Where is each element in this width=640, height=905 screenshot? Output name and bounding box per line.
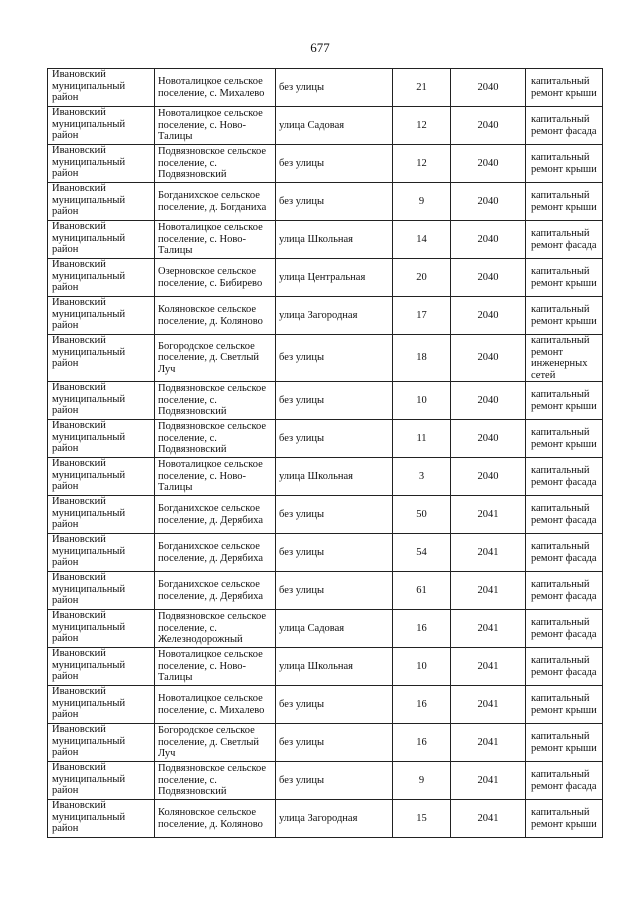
district-cell: Ивановский муниципальный район <box>48 107 155 145</box>
work-type-cell: капитальный ремонт фасада <box>526 534 603 572</box>
work-type-cell: капитальный ремонт фасада <box>526 762 603 800</box>
table-row <box>48 534 603 572</box>
year-cell: 2040 <box>451 420 526 458</box>
house-number-cell: 15 <box>393 800 451 838</box>
street-cell: улица Садовая <box>276 107 393 145</box>
year-cell: 2040 <box>451 145 526 183</box>
street-cell: улица Загородная <box>276 800 393 838</box>
settlement-cell: Новоталицкое сельское поселение, с. Ново-Талицы <box>155 648 276 686</box>
work-type-cell: капитальный ремонт фасада <box>526 610 603 648</box>
page-number: 677 <box>310 40 330 55</box>
street-cell: улица Центральная <box>276 259 393 297</box>
table-row <box>48 221 603 259</box>
work-type-cell: капитальный ремонт инженерных сетей <box>526 335 603 382</box>
table-row <box>48 648 603 686</box>
district-cell: Ивановский муниципальный район <box>48 458 155 496</box>
settlement-cell: Богородское сельское поселение, д. Светлый Луч <box>155 335 276 382</box>
settlement-cell: Новоталицкое сельское поселение, с. Михалево <box>155 686 276 724</box>
table-row <box>48 297 603 335</box>
street-cell: без улицы <box>276 382 393 420</box>
work-type-cell: капитальный ремонт фасада <box>526 221 603 259</box>
house-number-cell: 21 <box>393 69 451 107</box>
settlement-cell: Новоталицкое сельское поселение, с. Михалево <box>155 69 276 107</box>
year-cell: 2040 <box>451 107 526 145</box>
table-row <box>48 107 603 145</box>
district-cell: Ивановский муниципальный район <box>48 610 155 648</box>
district-cell: Ивановский муниципальный район <box>48 335 155 382</box>
year-cell: 2041 <box>451 496 526 534</box>
work-type-cell: капитальный ремонт крыши <box>526 69 603 107</box>
district-cell: Ивановский муниципальный район <box>48 800 155 838</box>
street-cell: без улицы <box>276 335 393 382</box>
settlement-cell: Богданихское сельское поселение, д. Богданиха <box>155 183 276 221</box>
district-cell: Ивановский муниципальный район <box>48 69 155 107</box>
house-number-cell: 10 <box>393 382 451 420</box>
year-cell: 2040 <box>451 259 526 297</box>
district-cell: Ивановский муниципальный район <box>48 572 155 610</box>
table-row <box>48 724 603 762</box>
repair-schedule-table <box>47 68 603 838</box>
street-cell: без улицы <box>276 534 393 572</box>
street-cell: без улицы <box>276 686 393 724</box>
street-cell: без улицы <box>276 762 393 800</box>
work-type-cell: капитальный ремонт крыши <box>526 145 603 183</box>
street-cell: без улицы <box>276 724 393 762</box>
year-cell: 2041 <box>451 762 526 800</box>
house-number-cell: 20 <box>393 259 451 297</box>
house-number-cell: 50 <box>393 496 451 534</box>
work-type-cell: капитальный ремонт крыши <box>526 724 603 762</box>
table-row <box>48 382 603 420</box>
table-row <box>48 458 603 496</box>
work-type-cell: капитальный ремонт крыши <box>526 800 603 838</box>
table-body <box>48 69 603 838</box>
house-number-cell: 11 <box>393 420 451 458</box>
table-row <box>48 762 603 800</box>
work-type-cell: капитальный ремонт фасада <box>526 648 603 686</box>
settlement-cell: Коляновское сельское поселение, д. Коляново <box>155 800 276 838</box>
street-cell: без улицы <box>276 183 393 221</box>
settlement-cell: Подвязновское сельское поселение, с. Подвязновский <box>155 762 276 800</box>
house-number-cell: 3 <box>393 458 451 496</box>
street-cell: улица Загородная <box>276 297 393 335</box>
settlement-cell: Новоталицкое сельское поселение, с. Ново-Талицы <box>155 458 276 496</box>
house-number-cell: 9 <box>393 762 451 800</box>
house-number-cell: 16 <box>393 686 451 724</box>
settlement-cell: Богородское сельское поселение, д. Светлый Луч <box>155 724 276 762</box>
table-row <box>48 145 603 183</box>
work-type-cell: капитальный ремонт фасада <box>526 496 603 534</box>
work-type-cell: капитальный ремонт фасада <box>526 458 603 496</box>
settlement-cell: Богданихское сельское поселение, д. Дерябиха <box>155 534 276 572</box>
district-cell: Ивановский муниципальный район <box>48 496 155 534</box>
district-cell: Ивановский муниципальный район <box>48 534 155 572</box>
year-cell: 2040 <box>451 335 526 382</box>
table-row <box>48 800 603 838</box>
settlement-cell: Новоталицкое сельское поселение, с. Ново-Талицы <box>155 221 276 259</box>
year-cell: 2040 <box>451 69 526 107</box>
house-number-cell: 9 <box>393 183 451 221</box>
year-cell: 2041 <box>451 572 526 610</box>
district-cell: Ивановский муниципальный район <box>48 762 155 800</box>
year-cell: 2040 <box>451 382 526 420</box>
table-row <box>48 259 603 297</box>
house-number-cell: 12 <box>393 107 451 145</box>
settlement-cell: Подвязновское сельское поселение, с. Подвязновский <box>155 420 276 458</box>
district-cell: Ивановский муниципальный район <box>48 221 155 259</box>
table-row <box>48 496 603 534</box>
district-cell: Ивановский муниципальный район <box>48 183 155 221</box>
district-cell: Ивановский муниципальный район <box>48 420 155 458</box>
settlement-cell: Богданихское сельское поселение, д. Дерябиха <box>155 496 276 534</box>
table-row <box>48 572 603 610</box>
street-cell: улица Школьная <box>276 221 393 259</box>
district-cell: Ивановский муниципальный район <box>48 297 155 335</box>
house-number-cell: 16 <box>393 724 451 762</box>
house-number-cell: 10 <box>393 648 451 686</box>
work-type-cell: капитальный ремонт крыши <box>526 686 603 724</box>
year-cell: 2040 <box>451 297 526 335</box>
settlement-cell: Подвязновское сельское поселение, с. Железнодорожный <box>155 610 276 648</box>
year-cell: 2041 <box>451 800 526 838</box>
table-row <box>48 335 603 382</box>
year-cell: 2041 <box>451 686 526 724</box>
work-type-cell: капитальный ремонт крыши <box>526 420 603 458</box>
house-number-cell: 17 <box>393 297 451 335</box>
street-cell: без улицы <box>276 572 393 610</box>
year-cell: 2040 <box>451 183 526 221</box>
street-cell: без улицы <box>276 496 393 534</box>
table-row <box>48 183 603 221</box>
year-cell: 2041 <box>451 610 526 648</box>
street-cell: улица Школьная <box>276 648 393 686</box>
house-number-cell: 14 <box>393 221 451 259</box>
settlement-cell: Коляновское сельское поселение, д. Коляново <box>155 297 276 335</box>
district-cell: Ивановский муниципальный район <box>48 724 155 762</box>
house-number-cell: 61 <box>393 572 451 610</box>
settlement-cell: Новоталицкое сельское поселение, с. Ново-Талицы <box>155 107 276 145</box>
work-type-cell: капитальный ремонт фасада <box>526 107 603 145</box>
house-number-cell: 12 <box>393 145 451 183</box>
settlement-cell: Озерновское сельское поселение, с. Бибирево <box>155 259 276 297</box>
district-cell: Ивановский муниципальный район <box>48 145 155 183</box>
street-cell: без улицы <box>276 145 393 183</box>
year-cell: 2040 <box>451 221 526 259</box>
year-cell: 2041 <box>451 534 526 572</box>
house-number-cell: 16 <box>393 610 451 648</box>
work-type-cell: капитальный ремонт крыши <box>526 297 603 335</box>
work-type-cell: капитальный ремонт крыши <box>526 183 603 221</box>
district-cell: Ивановский муниципальный район <box>48 648 155 686</box>
house-number-cell: 18 <box>393 335 451 382</box>
year-cell: 2041 <box>451 724 526 762</box>
district-cell: Ивановский муниципальный район <box>48 259 155 297</box>
work-type-cell: капитальный ремонт фасада <box>526 572 603 610</box>
table-row <box>48 686 603 724</box>
table-row <box>48 420 603 458</box>
settlement-cell: Подвязновское сельское поселение, с. Подвязновский <box>155 145 276 183</box>
table-row <box>48 69 603 107</box>
street-cell: без улицы <box>276 420 393 458</box>
district-cell: Ивановский муниципальный район <box>48 686 155 724</box>
settlement-cell: Богданихское сельское поселение, д. Дерябиха <box>155 572 276 610</box>
year-cell: 2040 <box>451 458 526 496</box>
work-type-cell: капитальный ремонт крыши <box>526 382 603 420</box>
street-cell: улица Школьная <box>276 458 393 496</box>
year-cell: 2041 <box>451 648 526 686</box>
table-row <box>48 610 603 648</box>
house-number-cell: 54 <box>393 534 451 572</box>
street-cell: без улицы <box>276 69 393 107</box>
street-cell: улица Садовая <box>276 610 393 648</box>
work-type-cell: капитальный ремонт крыши <box>526 259 603 297</box>
settlement-cell: Подвязновское сельское поселение, с. Подвязновский <box>155 382 276 420</box>
district-cell: Ивановский муниципальный район <box>48 382 155 420</box>
